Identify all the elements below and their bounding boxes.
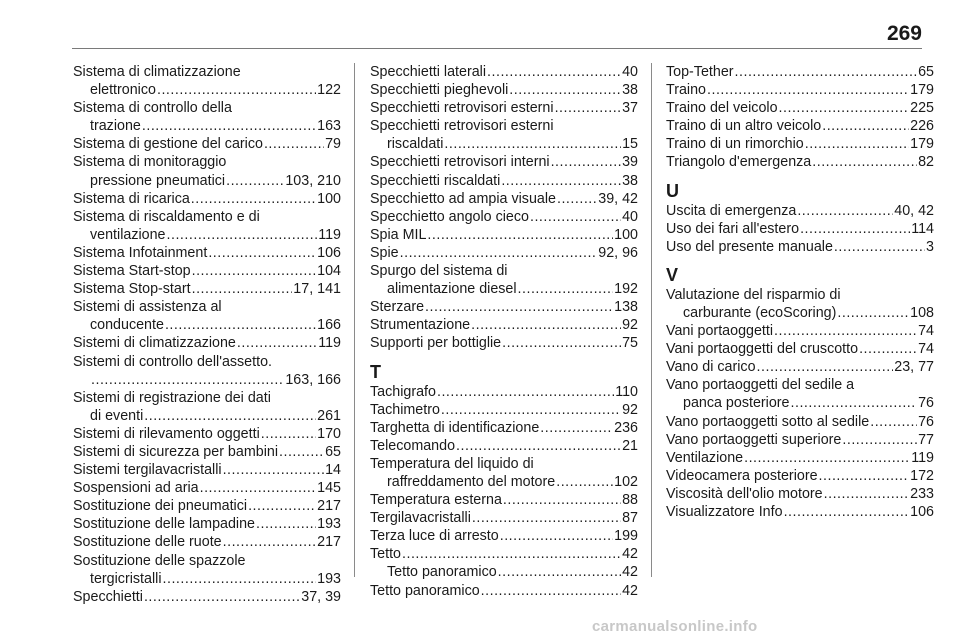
index-entry bbox=[666, 467, 934, 485]
index-entry bbox=[370, 117, 638, 153]
dot-leader bbox=[441, 401, 621, 419]
index-entry bbox=[666, 220, 934, 238]
dot-leader bbox=[837, 304, 909, 322]
index-entry-label: Specchietti riscaldati bbox=[370, 172, 501, 189]
index-entry-label: Spia MIL bbox=[370, 226, 427, 243]
index-entry bbox=[370, 419, 638, 437]
index-entry-page[interactable]: 39, 42 bbox=[598, 190, 638, 207]
index-entry-page[interactable]: 40 bbox=[622, 208, 638, 225]
dot-leader bbox=[226, 172, 284, 190]
index-entry-label: di eventi bbox=[90, 407, 144, 424]
index-entry-term: Sostituzione delle spazzole bbox=[73, 552, 246, 569]
dot-leader bbox=[842, 431, 917, 449]
index-entry-label: Vano di carico bbox=[666, 359, 756, 376]
index-entry-page[interactable]: 119 bbox=[318, 335, 341, 352]
index-entry bbox=[370, 226, 638, 244]
index-entry-page[interactable]: 192 bbox=[614, 281, 638, 298]
index-entry-term: Sistema di riscaldamento e di bbox=[73, 208, 260, 225]
dot-leader bbox=[834, 238, 925, 256]
dot-leader bbox=[144, 588, 300, 606]
index-entry-page[interactable]: 106 bbox=[910, 503, 934, 520]
index-entry-label: Specchietti laterali bbox=[370, 64, 487, 80]
index-entry-label: Sostituzione delle ruote bbox=[73, 534, 222, 551]
index-entry-page[interactable]: 170 bbox=[317, 425, 341, 442]
index-entry-page[interactable]: 17, 141 bbox=[293, 281, 341, 298]
dot-leader bbox=[237, 334, 317, 352]
dot-leader bbox=[142, 117, 316, 135]
dot-leader bbox=[859, 340, 917, 358]
index-entry-label: Specchietti bbox=[73, 588, 143, 605]
index-entry bbox=[666, 340, 934, 358]
index-entry-label: Triangolo d'emergenza bbox=[666, 154, 812, 171]
index-entry-page[interactable]: 92, 96 bbox=[598, 244, 638, 261]
dot-leader bbox=[556, 473, 613, 491]
dot-leader bbox=[797, 202, 893, 220]
dot-leader bbox=[870, 413, 917, 431]
index-entry-label: conducente bbox=[90, 317, 164, 334]
index-letter-heading: U bbox=[666, 180, 679, 201]
index-entry-label: tergicristalli bbox=[90, 570, 162, 587]
index-entry-page[interactable]: 225 bbox=[910, 100, 934, 117]
header-divider bbox=[72, 48, 922, 49]
index-entry bbox=[73, 298, 341, 334]
dot-leader bbox=[779, 99, 910, 117]
index-entry bbox=[666, 376, 934, 412]
index-entry-page[interactable]: 233 bbox=[910, 485, 934, 502]
dot-leader bbox=[805, 135, 909, 153]
index-entry-page[interactable]: 38 bbox=[622, 82, 638, 99]
index-entry-label: ventilazione bbox=[90, 226, 166, 243]
index-entry-page[interactable]: 179 bbox=[910, 136, 934, 153]
dot-leader bbox=[427, 226, 613, 244]
index-entry bbox=[370, 509, 638, 527]
index-entry-page[interactable]: 15 bbox=[622, 136, 638, 153]
index-entry bbox=[666, 503, 934, 521]
dot-leader bbox=[248, 497, 316, 515]
index-entry-page[interactable]: 138 bbox=[614, 299, 638, 316]
dot-leader bbox=[791, 394, 918, 412]
index-entry-term: Spurgo del sistema di bbox=[370, 263, 508, 280]
index-entry-label: Vano portaoggetti superiore bbox=[666, 431, 842, 448]
index-entry-term: Sistemi di controllo dell'assetto. bbox=[73, 353, 273, 370]
index-entry-page[interactable]: 92 bbox=[622, 317, 638, 334]
index-entry bbox=[370, 491, 638, 509]
index-entry bbox=[666, 63, 934, 81]
index-entry-page[interactable]: 217 bbox=[317, 534, 341, 551]
index-entry bbox=[73, 99, 341, 135]
index-entry bbox=[73, 353, 341, 389]
index-entry bbox=[666, 413, 934, 431]
index-entry-label: Terza luce di arresto bbox=[370, 528, 499, 545]
index-entry-page[interactable]: 42 bbox=[622, 546, 638, 563]
index-entry-page[interactable]: 79 bbox=[325, 136, 341, 153]
index-entry-label: pressione pneumatici bbox=[90, 172, 226, 189]
index-entry-label: panca posteriore bbox=[683, 395, 790, 412]
dot-leader bbox=[163, 570, 317, 588]
watermark: carmanualsonline.info bbox=[592, 618, 758, 635]
index-entry bbox=[666, 202, 934, 220]
dot-leader bbox=[509, 81, 621, 99]
dot-leader bbox=[824, 485, 910, 503]
index-entry-page[interactable]: 193 bbox=[317, 516, 341, 533]
index-entry-label: Temperatura esterna bbox=[370, 492, 502, 509]
dot-leader bbox=[557, 190, 597, 208]
index-entry-label: Sterzare bbox=[370, 299, 425, 316]
dot-leader bbox=[812, 153, 917, 171]
index-entry-page[interactable]: 172 bbox=[910, 467, 934, 484]
dot-leader bbox=[500, 527, 613, 545]
index-entry-label: Specchietti pieghevoli bbox=[370, 82, 509, 99]
index-entry-page[interactable]: 40 bbox=[622, 64, 638, 80]
index-entry-label: Sistemi di rilevamento oggetti bbox=[73, 425, 260, 442]
dot-leader bbox=[540, 419, 613, 437]
index-entry bbox=[73, 135, 341, 153]
index-entry-label: Strumentazione bbox=[370, 317, 471, 334]
dot-leader bbox=[757, 358, 894, 376]
index-entry bbox=[370, 316, 638, 334]
index-entry-label: Sistema di gestione del carico bbox=[73, 136, 263, 153]
index-entry-page[interactable]: 163, 166 bbox=[285, 371, 341, 388]
dot-leader bbox=[444, 135, 621, 153]
dot-leader bbox=[91, 371, 284, 389]
index-entry-label: Tachigrafo bbox=[370, 383, 436, 400]
index-entry-label: Supporti per bottiglie bbox=[370, 335, 502, 352]
index-entry bbox=[370, 63, 638, 81]
index-entry-label: Tetto panoramico bbox=[370, 582, 480, 599]
index-entry-label: Sostituzione delle lampadine bbox=[73, 516, 256, 533]
index-entry bbox=[370, 545, 638, 563]
index-entry-label: Viscosità dell'olio motore bbox=[666, 485, 823, 502]
dot-leader bbox=[551, 153, 622, 171]
dot-leader bbox=[400, 244, 598, 262]
index-entry-page[interactable]: 103, 210 bbox=[285, 172, 341, 189]
index-entry bbox=[666, 322, 934, 340]
dot-leader bbox=[498, 563, 621, 581]
index-entry bbox=[73, 552, 341, 588]
index-letter-heading: T bbox=[370, 361, 381, 382]
index-entry-page[interactable]: 119 bbox=[911, 449, 934, 466]
dot-leader bbox=[819, 467, 910, 485]
index-entry-page[interactable]: 102 bbox=[614, 473, 638, 490]
index-entry-page[interactable]: 3 bbox=[926, 238, 934, 255]
index-entry-page[interactable]: 42 bbox=[622, 564, 638, 581]
column-divider bbox=[354, 63, 355, 577]
index-entry-label: Visualizzatore Info bbox=[666, 503, 783, 520]
index-entry-label: Traino di un rimorchio bbox=[666, 136, 804, 153]
dot-leader bbox=[261, 425, 316, 443]
index-entry-label: Sostituzione dei pneumatici bbox=[73, 498, 248, 515]
index-entry bbox=[666, 238, 934, 256]
dot-leader bbox=[518, 280, 614, 298]
index-entry-page[interactable]: 37, 39 bbox=[301, 588, 341, 605]
index-entry-page[interactable]: 82 bbox=[918, 154, 934, 171]
dot-leader bbox=[456, 437, 621, 455]
index-entry bbox=[73, 515, 341, 533]
index-entry-label: Specchietti retrovisori esterni bbox=[370, 100, 554, 117]
index-entry-term: Temperatura del liquido di bbox=[370, 455, 534, 472]
column-divider bbox=[651, 63, 652, 577]
dot-leader bbox=[735, 63, 918, 81]
index-entry bbox=[73, 244, 341, 262]
index-entry bbox=[666, 449, 934, 467]
index-entry-page[interactable]: 23, 77 bbox=[894, 359, 934, 376]
index-entry-label: Telecomando bbox=[370, 437, 456, 454]
index-entry-page[interactable]: 74 bbox=[918, 341, 934, 358]
index-entry-page[interactable]: 119 bbox=[318, 226, 341, 243]
index-entry bbox=[666, 153, 934, 171]
index-entry bbox=[666, 286, 934, 322]
index-entry bbox=[73, 262, 341, 280]
index-entry-page[interactable]: 65 bbox=[918, 64, 934, 80]
index-entry bbox=[666, 135, 934, 153]
dot-leader bbox=[501, 172, 621, 190]
index-entry bbox=[370, 455, 638, 491]
index-entry-page[interactable]: 40, 42 bbox=[894, 202, 934, 219]
index-entry-label: Traino di un altro veicolo bbox=[666, 118, 822, 135]
index-entry-term: Specchietti retrovisori esterni bbox=[370, 118, 554, 135]
index-entry-term: Sistema di controllo della bbox=[73, 100, 232, 117]
index-entry bbox=[666, 99, 934, 117]
index-entry bbox=[370, 244, 638, 262]
index-entry bbox=[666, 485, 934, 503]
index-entry-label: Spie bbox=[370, 244, 399, 261]
index-entry bbox=[370, 262, 638, 298]
index-entry bbox=[370, 527, 638, 545]
index-entry-label: Vani portaoggetti bbox=[666, 323, 774, 340]
index-entry-page[interactable]: 217 bbox=[317, 498, 341, 515]
index-entry bbox=[666, 117, 934, 135]
index-entry-label: Tachimetro bbox=[370, 401, 440, 418]
dot-leader bbox=[165, 316, 316, 334]
index-entry-page[interactable]: 75 bbox=[622, 335, 638, 352]
index-entry bbox=[73, 153, 341, 189]
dot-leader bbox=[437, 383, 614, 401]
index-entry-page[interactable]: 122 bbox=[317, 82, 341, 99]
dot-leader bbox=[167, 226, 318, 244]
index-entry bbox=[73, 443, 341, 461]
index-entry bbox=[370, 190, 638, 208]
dot-leader bbox=[402, 545, 621, 563]
index-entry-page[interactable]: 166 bbox=[317, 317, 341, 334]
index-entry bbox=[73, 533, 341, 551]
index-entry-label: Uso dei fari all'estero bbox=[666, 220, 800, 237]
index-entry-label: Sistema di ricarica bbox=[73, 190, 190, 207]
index-entry bbox=[73, 497, 341, 515]
index-entry-label: Vano portaoggetti sotto al sedile bbox=[666, 413, 870, 430]
index-entry-page[interactable]: 21 bbox=[622, 437, 638, 454]
index-letter-heading: V bbox=[666, 264, 679, 285]
index-entry-term: Valutazione del risparmio di bbox=[666, 286, 841, 303]
index-entry-page[interactable]: 114 bbox=[911, 220, 934, 237]
index-column-2 bbox=[370, 63, 638, 600]
index-entry-page[interactable]: 38 bbox=[622, 172, 638, 189]
index-entry-label: Specchietti retrovisori interni bbox=[370, 154, 550, 171]
index-entry-label: Specchietto ad ampia visuale bbox=[370, 190, 556, 207]
dot-leader bbox=[264, 135, 324, 153]
index-entry bbox=[370, 172, 638, 190]
dot-leader bbox=[555, 99, 622, 117]
index-entry-page[interactable]: 42 bbox=[622, 582, 638, 599]
index-entry bbox=[73, 63, 341, 99]
index-entry-page[interactable]: 236 bbox=[614, 419, 638, 436]
dot-leader bbox=[800, 220, 910, 238]
dot-leader bbox=[471, 316, 621, 334]
index-entry-page[interactable]: 145 bbox=[317, 480, 341, 497]
index-entry-label: Traino bbox=[666, 82, 706, 99]
index-column-3 bbox=[666, 63, 934, 521]
dot-leader bbox=[530, 208, 621, 226]
index-entry-page[interactable]: 193 bbox=[317, 570, 341, 587]
index-entry bbox=[73, 334, 341, 352]
index-entry-label: Specchietto angolo cieco bbox=[370, 208, 529, 225]
index-entry-label: alimentazione diesel bbox=[387, 281, 517, 298]
index-entry-term: Vano portaoggetti del sedile a bbox=[666, 377, 855, 394]
index-entry-page[interactable]: 106 bbox=[317, 244, 341, 261]
dot-leader bbox=[744, 449, 910, 467]
index-entry bbox=[73, 461, 341, 479]
index-entry-label: Sistema Stop-start bbox=[73, 281, 191, 298]
index-entry bbox=[666, 81, 934, 99]
index-entry bbox=[73, 280, 341, 298]
index-entry-label: Sistema Start-stop bbox=[73, 263, 191, 280]
index-entry bbox=[73, 479, 341, 497]
dot-leader bbox=[208, 244, 316, 262]
dot-leader bbox=[192, 280, 293, 298]
dot-leader bbox=[279, 443, 324, 461]
page-number: 269 bbox=[886, 22, 922, 45]
index-entry bbox=[370, 383, 638, 401]
index-entry bbox=[370, 334, 638, 352]
index-entry-page[interactable]: 65 bbox=[325, 443, 341, 460]
index-entry-page[interactable]: 88 bbox=[622, 492, 638, 509]
index-entry bbox=[370, 563, 638, 581]
dot-leader bbox=[192, 262, 317, 280]
index-entry bbox=[73, 425, 341, 443]
index-entry-term: Sistemi di registrazione dei dati bbox=[73, 389, 271, 406]
dot-leader bbox=[503, 491, 621, 509]
index-entry bbox=[370, 437, 638, 455]
index-entry-label: riscaldati bbox=[387, 136, 444, 153]
index-entry-page[interactable]: 104 bbox=[317, 263, 341, 280]
dot-leader bbox=[157, 81, 316, 99]
index-entry bbox=[666, 358, 934, 376]
index-entry-label: Sistemi di sicurezza per bambini bbox=[73, 443, 279, 460]
index-entry bbox=[370, 81, 638, 99]
dot-leader bbox=[144, 407, 316, 425]
index-entry-page[interactable]: 179 bbox=[910, 82, 934, 99]
index-entry bbox=[370, 401, 638, 419]
index-entry-label: carburante (ecoScoring) bbox=[683, 304, 837, 321]
dot-leader bbox=[191, 190, 316, 208]
index-entry bbox=[370, 99, 638, 117]
index-entry-page[interactable]: 39 bbox=[622, 154, 638, 171]
index-entry-page[interactable]: 87 bbox=[622, 510, 638, 527]
index-entry-label: Sistemi tergilavacristalli bbox=[73, 462, 222, 479]
dot-leader bbox=[425, 298, 613, 316]
dot-leader bbox=[200, 479, 317, 497]
index-column-1 bbox=[73, 63, 341, 606]
index-entry bbox=[73, 588, 341, 606]
index-entry-label: Sistema Infotainment bbox=[73, 244, 208, 261]
index-entry-label: Top-Tether bbox=[666, 64, 734, 80]
index-entry bbox=[73, 389, 341, 425]
index-entry bbox=[370, 298, 638, 316]
dot-leader bbox=[481, 582, 621, 600]
dot-leader bbox=[256, 515, 316, 533]
index-entry-page[interactable]: 108 bbox=[910, 304, 934, 321]
index-entry-label: Videocamera posteriore bbox=[666, 467, 818, 484]
index-entry-label: Uso del presente manuale bbox=[666, 238, 833, 255]
index-entry-page[interactable]: 261 bbox=[317, 407, 341, 424]
index-entry-label: Traino del veicolo bbox=[666, 100, 778, 117]
index-entry-term: Sistemi di assistenza al bbox=[73, 299, 222, 316]
index-entry-label: trazione bbox=[90, 118, 141, 135]
index-entry-term: Sistema di monitoraggio bbox=[73, 154, 227, 171]
index-entry-page[interactable]: 37 bbox=[622, 100, 638, 117]
index-entry-label: Uscita di emergenza bbox=[666, 202, 797, 219]
dot-leader bbox=[784, 503, 910, 521]
index-entry-page[interactable]: 226 bbox=[910, 118, 934, 135]
index-entry-page[interactable]: 199 bbox=[614, 528, 638, 545]
index-entry-page[interactable]: 100 bbox=[317, 190, 341, 207]
index-entry-label: elettronico bbox=[90, 82, 156, 99]
dot-leader bbox=[223, 533, 317, 551]
dot-leader bbox=[822, 117, 909, 135]
index-entry-label: Vani portaoggetti del cruscotto bbox=[666, 341, 859, 358]
index-entry-label: Sospensioni ad aria bbox=[73, 480, 199, 497]
index-entry-page[interactable]: 14 bbox=[325, 462, 341, 479]
index-entry-label: Ventilazione bbox=[666, 449, 744, 466]
index-entry-page[interactable]: 76 bbox=[918, 395, 934, 412]
index-entry bbox=[370, 208, 638, 226]
index-entry-label: Tetto bbox=[370, 546, 401, 563]
index-entry-label: Targhetta di identificazione bbox=[370, 419, 540, 436]
index-entry-page[interactable]: 76 bbox=[918, 413, 934, 430]
index-entry bbox=[666, 431, 934, 449]
dot-leader bbox=[502, 334, 621, 352]
index-entry bbox=[370, 153, 638, 171]
dot-leader bbox=[774, 322, 917, 340]
dot-leader bbox=[707, 81, 909, 99]
index-entry-page[interactable]: 77 bbox=[918, 431, 934, 448]
dot-leader bbox=[223, 461, 325, 479]
index-entry bbox=[73, 208, 341, 244]
index-entry-page[interactable]: 100 bbox=[614, 226, 638, 243]
index-entry-page[interactable]: 92 bbox=[622, 401, 638, 418]
index-entry-page[interactable]: 74 bbox=[918, 323, 934, 340]
index-entry-page[interactable]: 110 bbox=[615, 383, 638, 400]
index-entry-label: Tergilavacristalli bbox=[370, 510, 471, 527]
index-entry-label: Tetto panoramico bbox=[387, 564, 497, 581]
index-entry-label: raffreddamento del motore bbox=[387, 473, 556, 490]
index-entry-term: Sistema di climatizzazione bbox=[73, 64, 241, 80]
index-entry-page[interactable]: 163 bbox=[317, 118, 341, 135]
index-entry-label: Sistemi di climatizzazione bbox=[73, 335, 236, 352]
dot-leader bbox=[472, 509, 621, 527]
index-entry bbox=[370, 582, 638, 600]
index-entry bbox=[73, 190, 341, 208]
dot-leader bbox=[487, 63, 621, 81]
